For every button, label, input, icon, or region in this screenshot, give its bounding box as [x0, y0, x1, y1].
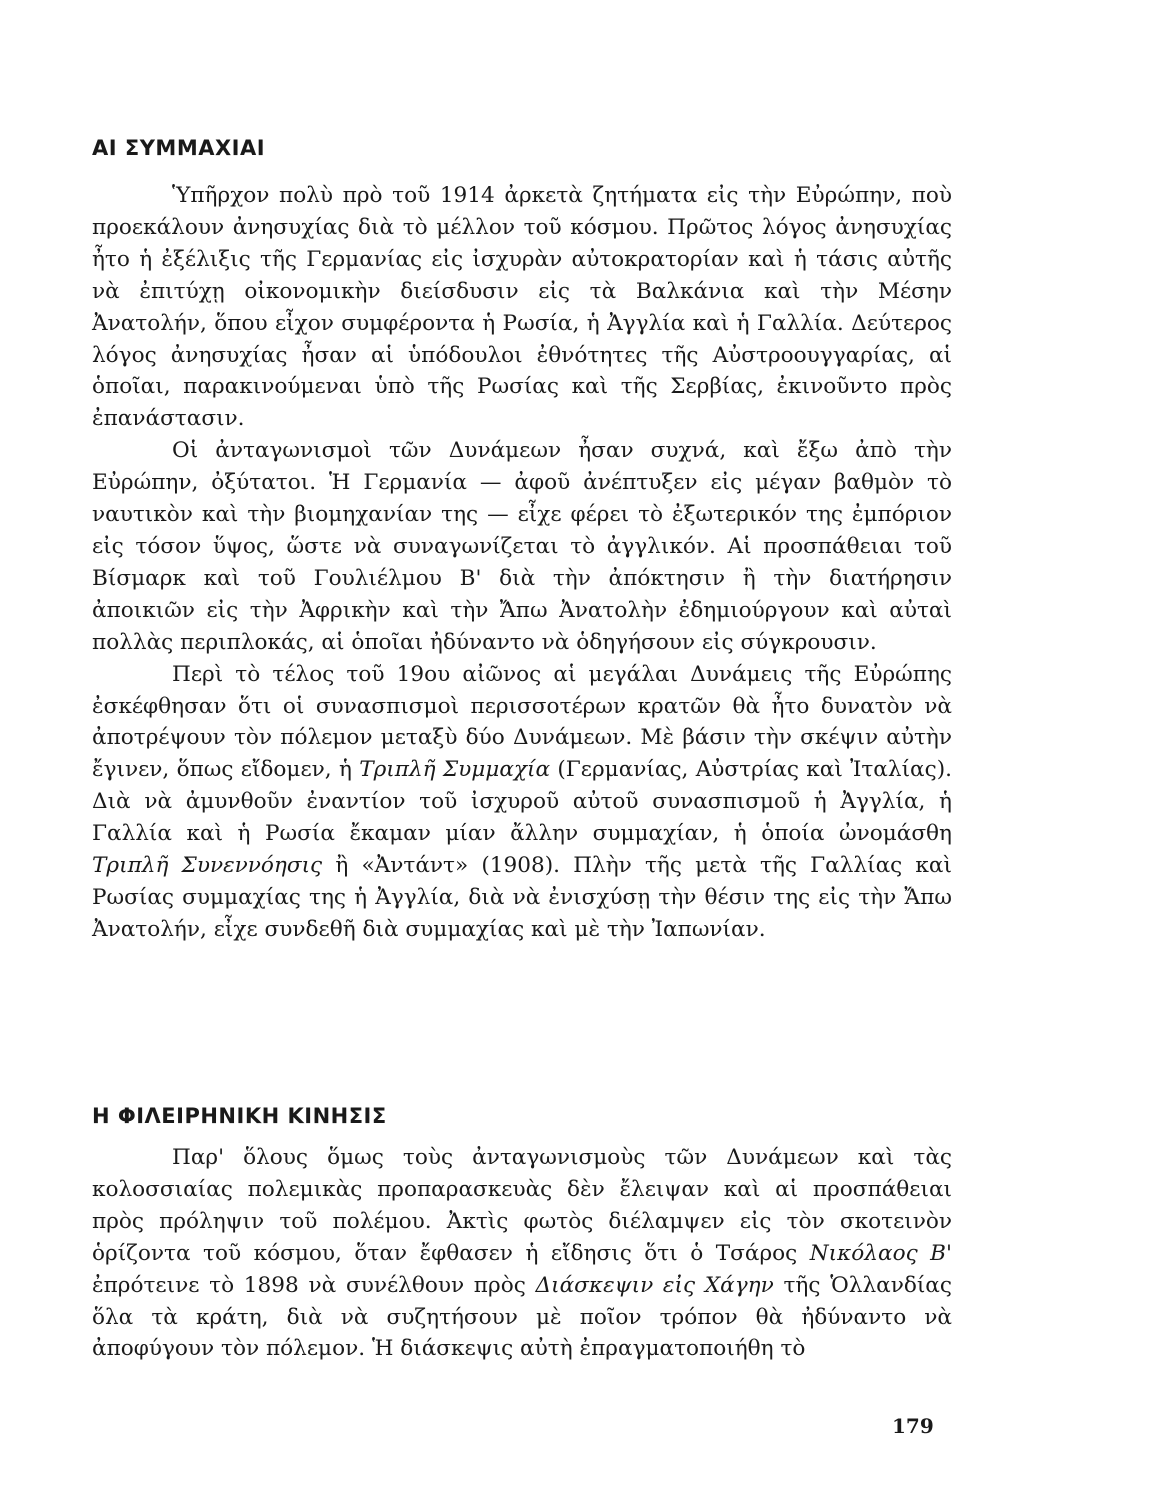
emphasis-triple-entente: Τριπλῆ Συνεννόησις	[92, 853, 323, 879]
emphasis-hague-conference: Διάσκεψιν εἰς Χάγην	[535, 1272, 774, 1298]
paragraph-alliance-blocs	[92, 659, 952, 946]
emphasis-triple-alliance: Τριπλῆ Συμμαχία	[359, 757, 551, 783]
text-run: Παρ' ὅλους ὅμως τοὺς ἀνταγωνισμοὺς τῶν Δυνάμεων καὶ τὰς κολοσσιαίας πολεμικὰς προπαρασκευὰς δὲν ἔλειψαν καὶ αἱ προσπάθειαι πρὸς πρόληψιν τοῦ πολέμου. Ἀκτὶς φωτὸς διέλαμψεν εἰς τὸν σκοτεινὸν ὁρίζοντα τοῦ κόσμου, ὅταν ἔφθασεν ἡ εἴδησις ὅτι ὁ Τσάρος	[92, 1145, 952, 1266]
paragraph-hague-conference	[92, 1142, 952, 1365]
text-run: τῆς Ὁλλανδίας ὅλα τὰ κράτη, διὰ νὰ συζητήσουν μὲ ποῖον τρόπον θὰ ἠδύναντο νὰ ἀποφύγουν τὸν πόλεμον. Ἡ διάσκεψις αὐτὴ ἐπραγματοποιήθη τὸ	[92, 1272, 952, 1362]
alliances-section-body	[92, 180, 952, 946]
text-run: (Γερμανίας, Αὐστρίας καὶ Ἰταλίας). Διὰ νὰ ἀμυνθοῦν ἐναντίον τοῦ ἰσχυροῦ αὐτοῦ συνασπισμοῦ ἡ Ἀγγλία, ἡ Γαλλία καὶ ἡ Ρωσία ἔκαμαν μίαν ἄλλην συμμαχίαν, ἡ ὁποία ὠνομάσθη	[92, 757, 953, 847]
section-heading-peace-movement: Η ΦΙΛΕΙΡΗΝΙΚΗ ΚΙΝΗΣΙΣ	[92, 1104, 387, 1128]
page-number: 179	[892, 1414, 934, 1438]
book-page	[92, 0, 952, 1500]
text-run: Περὶ τὸ τέλος τοῦ 19ου αἰῶνος αἱ μεγάλαι Δυνάμεις τῆς Εὐρώπης ἐσκέφθησαν ὅτι οἱ συνασπισμοὶ περισσοτέρων κρατῶν θὰ ἦτο δυνατὸν νὰ ἀποτρέψουν τὸν πόλεμον μεταξὺ δύο Δυνάμεων. Μὲ βάσιν τὴν σκέψιν αὐτὴν ἔγινεν, ὅπως εἴδομεν, ἡ	[92, 661, 952, 783]
paragraph-power-rivalries: Οἱ ἀνταγωνισμοὶ τῶν Δυνάμεων ἦσαν συχνά, καὶ ἔξω ἀπὸ τὴν Εὐρώπην, ὀξύτατοι. Ἡ Γερμανία — ἀφοῦ ἀνέπτυξεν εἰς μέγαν βαθμὸν τὸ ναυτικὸν καὶ τὴν βιομηχανίαν της — εἶχε φέρει τὸ ἐξωτερικόν της ἐμπόριον εἰς τόσον ὕψος, ὥστε νὰ συναγωνίζεται τὸ ἀγγλικόν. Αἱ προσπάθειαι τοῦ Βίσμαρκ καὶ τοῦ Γουλιέλμου Β' διὰ τὴν ἀπόκτησιν ἢ τὴν διατήρησιν ἀποικιῶν εἰς τὴν Ἀφρικὴν καὶ τὴν Ἄπω Ἀνατολὴν ἐδημιούργουν καὶ αὐταὶ πολλὰς περιπλοκάς, αἱ ὁποῖαι ἠδύναντο νὰ ὁδηγήσουν εἰς σύγκρουσιν.	[92, 438, 952, 655]
emphasis-nicholas-ii: Νικόλαος Β'	[809, 1240, 952, 1266]
paragraph-causes-of-concern: Ὑπῆρχον πολὺ πρὸ τοῦ 1914 ἀρκετὰ ζητήματα εἰς τὴν Εὐρώπην, ποὺ προεκάλουν ἀνησυχίας διὰ τὸ μέλλον τοῦ κόσμου. Πρῶτος λόγος ἀνησυχίας ἦτο ἡ ἐξέλιξις τῆς Γερμανίας εἰς ἰσχυρὰν αὐτοκρατορίαν καὶ ἡ τάσις αὐτῆς νὰ ἐπιτύχῃ οἰκονομικὴν διείσδυσιν εἰς τὰ Βαλκάνια καὶ τὴν Μέσην Ἀνατολήν, ὅπου εἶχον συμφέροντα ἡ Ρωσία, ἡ Ἀγγλία καὶ ἡ Γαλλία. Δεύτερος λόγος ἀνησυχίας ἦσαν αἱ ὑπόδουλοι ἐθνότητες τῆς Αὐστροουγγαρίας, αἱ ὁποῖαι, παρακινούμεναι ὑπὸ τῆς Ρωσίας καὶ τῆς Σερβίας, ἐκινοῦντο πρὸς ἐπανάστασιν.	[92, 183, 952, 432]
text-run: ἐπρότεινε τὸ 1898 νὰ συνέλθουν πρὸς	[92, 1272, 536, 1298]
text-run: ἢ «Ἀντάντ» (1908). Πλὴν τῆς μετὰ τῆς Γαλλίας καὶ Ρωσίας συμμαχίας της ἡ Ἀγγλία, διὰ νὰ ἐνισχύσῃ τὴν θέσιν της εἰς τὴν Ἄπω Ἀνατολήν, εἶχε συνδεθῆ διὰ συμμαχίας καὶ μὲ τὴν Ἰαπωνίαν.	[92, 853, 952, 942]
peace-movement-section-body	[92, 1142, 952, 1365]
section-heading-alliances: ΑΙ ΣΥΜΜΑΧΙΑΙ	[92, 136, 266, 160]
